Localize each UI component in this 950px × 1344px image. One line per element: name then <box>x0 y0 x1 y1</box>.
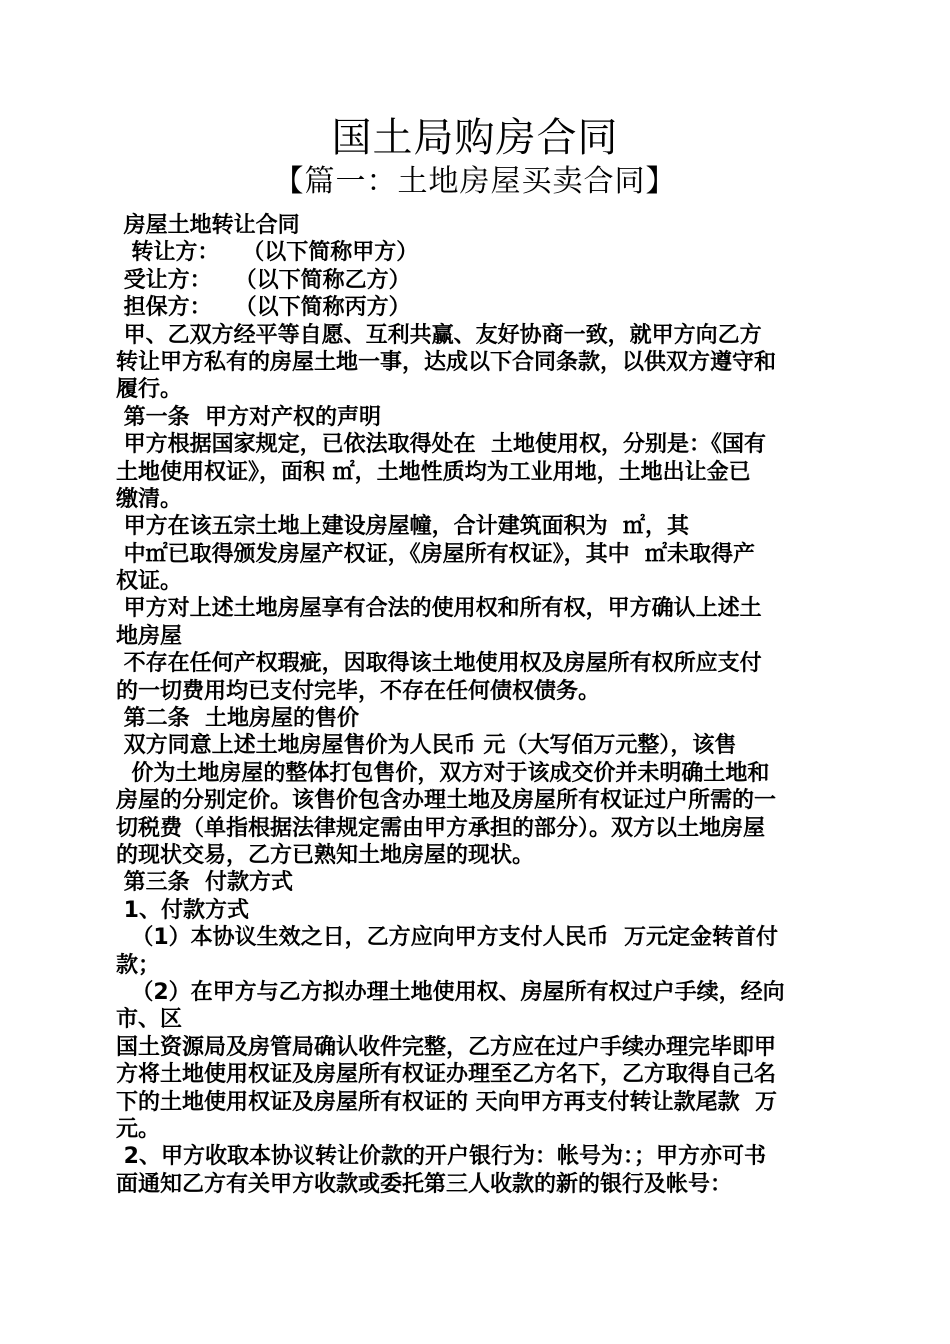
text-line: 的一切费用均已支付完毕，不存在任何债权债务。 <box>116 678 601 704</box>
text-line: 款； <box>116 952 161 978</box>
text-line: 履行。 <box>116 377 183 403</box>
text-line: 缴清。 <box>116 486 183 512</box>
text-line: 土地使用权证》，面积 ㎡，土地性质均为工业用地，土地出让金已 <box>116 459 751 485</box>
text-line: （1）本协议生效之日，乙方应向甲方支付人民币 万元定金转首付 <box>116 925 778 951</box>
text-line: 房屋的分别定价。该售价包含办理土地及房屋所有权证过户所需的一 <box>116 788 777 814</box>
text-line: 第三条 付款方式 <box>116 870 293 896</box>
text-line: 受让方： （以下简称乙方） <box>116 267 411 293</box>
text-line: 转让甲方私有的房屋土地一事，达成以下合同条款，以供双方遵守和 <box>116 349 777 375</box>
text-line: 第二条 土地房屋的售价 <box>116 706 359 732</box>
document-body <box>116 212 836 1198</box>
text-line: 甲方在该五宗土地上建设房屋幢，合计建筑面积为 ㎡，其 <box>116 514 689 540</box>
text-line: 价为土地房屋的整体打包售价，双方对于该成交价并未明确土地和 <box>116 760 770 786</box>
text-line: 切税费（单指根据法律规定需由甲方承担的部分）。双方以土地房屋 <box>116 815 766 841</box>
text-line: 方将土地使用权证及房屋所有权证办理至乙方名下，乙方取得自己名 <box>116 1062 777 1088</box>
text-line: 地房屋 <box>116 623 183 649</box>
text-line: 转让方： （以下简称甲方） <box>116 240 419 266</box>
text-line: （2）在甲方与乙方拟办理土地使用权、房屋所有权过户手续，经向 <box>116 979 785 1005</box>
text-line: 不存在任何产权瑕疵，因取得该土地使用权及房屋所有权所应支付 <box>116 651 762 677</box>
text-line: 担保方： （以下简称丙方） <box>116 295 411 321</box>
text-line: 甲方对上述土地房屋享有合法的使用权和所有权，甲方确认上述土 <box>116 596 762 622</box>
text-line: 中㎡已取得颁发房屋产权证，《房屋所有权证》，其中 ㎡未取得产 <box>116 541 755 567</box>
text-line: 市、区 <box>116 1007 183 1033</box>
document-title: 国土局购房合同 <box>331 115 619 161</box>
text-line: 的现状交易，乙方已熟知土地房屋的现状。 <box>116 842 535 868</box>
text-line: 面通知乙方有关甲方收款或委托第三人收款的新的银行及帐号： <box>116 1171 733 1197</box>
text-line: 下的土地使用权证及房屋所有权证的 天向甲方再支付转让款尾款 万 <box>116 1089 777 1115</box>
text-line: 国土资源局及房管局确认收件完整，乙方应在过户手续办理完毕即甲 <box>116 1034 777 1060</box>
text-line: 1、付款方式 <box>116 897 249 923</box>
text-line: 双方同意上述土地房屋售价为人民币 元（大写佰万元整），该售 <box>116 733 737 759</box>
text-line: 2、甲方收取本协议转让价款的开户银行为：帐号为：；甲方亦可书 <box>116 1144 766 1170</box>
text-line: 房屋土地转让合同 <box>116 213 300 238</box>
text-line: 第一条 甲方对产权的声明 <box>116 404 381 430</box>
text-line: 元。 <box>116 1116 161 1142</box>
text-line: 权证。 <box>116 569 183 595</box>
text-line: 甲方根据国家规定，已依法取得处在 土地使用权，分别是：《国有 <box>116 432 766 458</box>
document-subtitle: 【篇一：土地房屋买卖合同】 <box>273 164 677 199</box>
text-line: 甲、乙双方经平等自愿、互利共赢、友好协商一致，就甲方向乙方 <box>116 322 762 348</box>
